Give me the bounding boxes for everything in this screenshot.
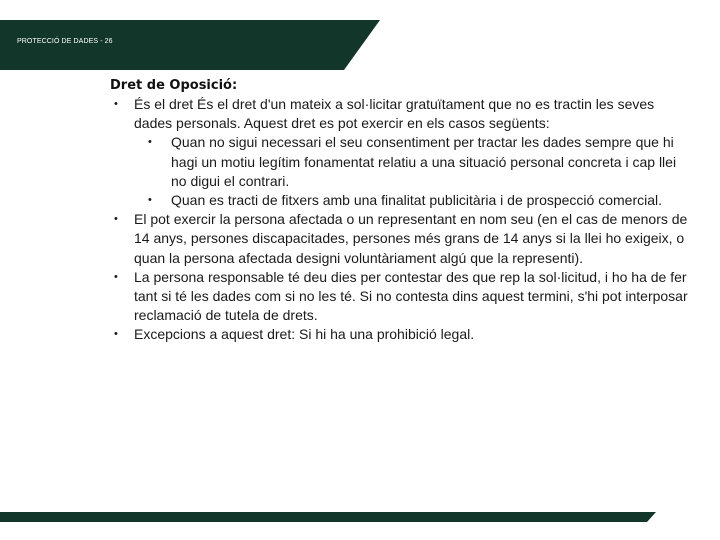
bullet-item: [110, 325, 692, 344]
bullet-marker: •: [114, 328, 118, 341]
sub-bullet-text: Quan es tracti de fitxers amb una finalitat publicitària i de prospecció comercial.: [171, 192, 663, 209]
bullet-marker: •: [114, 270, 118, 283]
bullet-marker: •: [114, 213, 118, 226]
slide-heading: Dret de Oposició:: [110, 78, 238, 93]
sub-bullet-text: Quan no sigui necessari el seu consentiment per tractar les dades sempre que hi hagi un motiu legítim fonamentat relatiu a una situació personal concreta i cap llei no digui el contrari.: [171, 134, 677, 189]
footer-bar: [0, 511, 720, 523]
bullet-item: [110, 268, 692, 326]
bullet-marker: •: [148, 194, 152, 207]
slide-section-title: PROTECCIÓ DE DADES - 26: [17, 38, 113, 45]
bullet-item: [110, 210, 692, 268]
bullet-marker: •: [148, 136, 152, 149]
bullet-text: És el dret És el dret d'un mateix a sol·licitar gratuïtament que no es tractin les seves dades personals. Aquest dret es pot exercir en els casos següents:: [134, 96, 655, 132]
footer-banner-shape: [0, 511, 720, 523]
sub-bullet-item: [110, 133, 692, 191]
bullet-text: La persona responsable té deu dies per contestar des que rep la sol·licitud, i ho ha de fer tant si té les dades com si no les té. Si no contesta dins aquest termini, s'hi pot interposar reclamació de tutela de drets.: [134, 268, 688, 324]
bullet-item: [110, 95, 692, 133]
bullet-text: Excepcions a aquest dret: Si hi ha una prohibició legal.: [134, 326, 475, 343]
header-banner-shape: [0, 0, 720, 70]
header-bar: [0, 0, 720, 70]
sub-bullet-item: [110, 191, 692, 210]
slide-content: [110, 76, 692, 345]
bullet-text: El pot exercir la persona afectada o un representant en nom seu (en el cas de menors de 14 anys, persones discapacitades, persones més grans de 14 anys si la llei ho exigeix, o quan la persona afectada designi voluntàriament algú que la representi).: [134, 211, 688, 266]
bullet-marker: •: [114, 98, 118, 110]
